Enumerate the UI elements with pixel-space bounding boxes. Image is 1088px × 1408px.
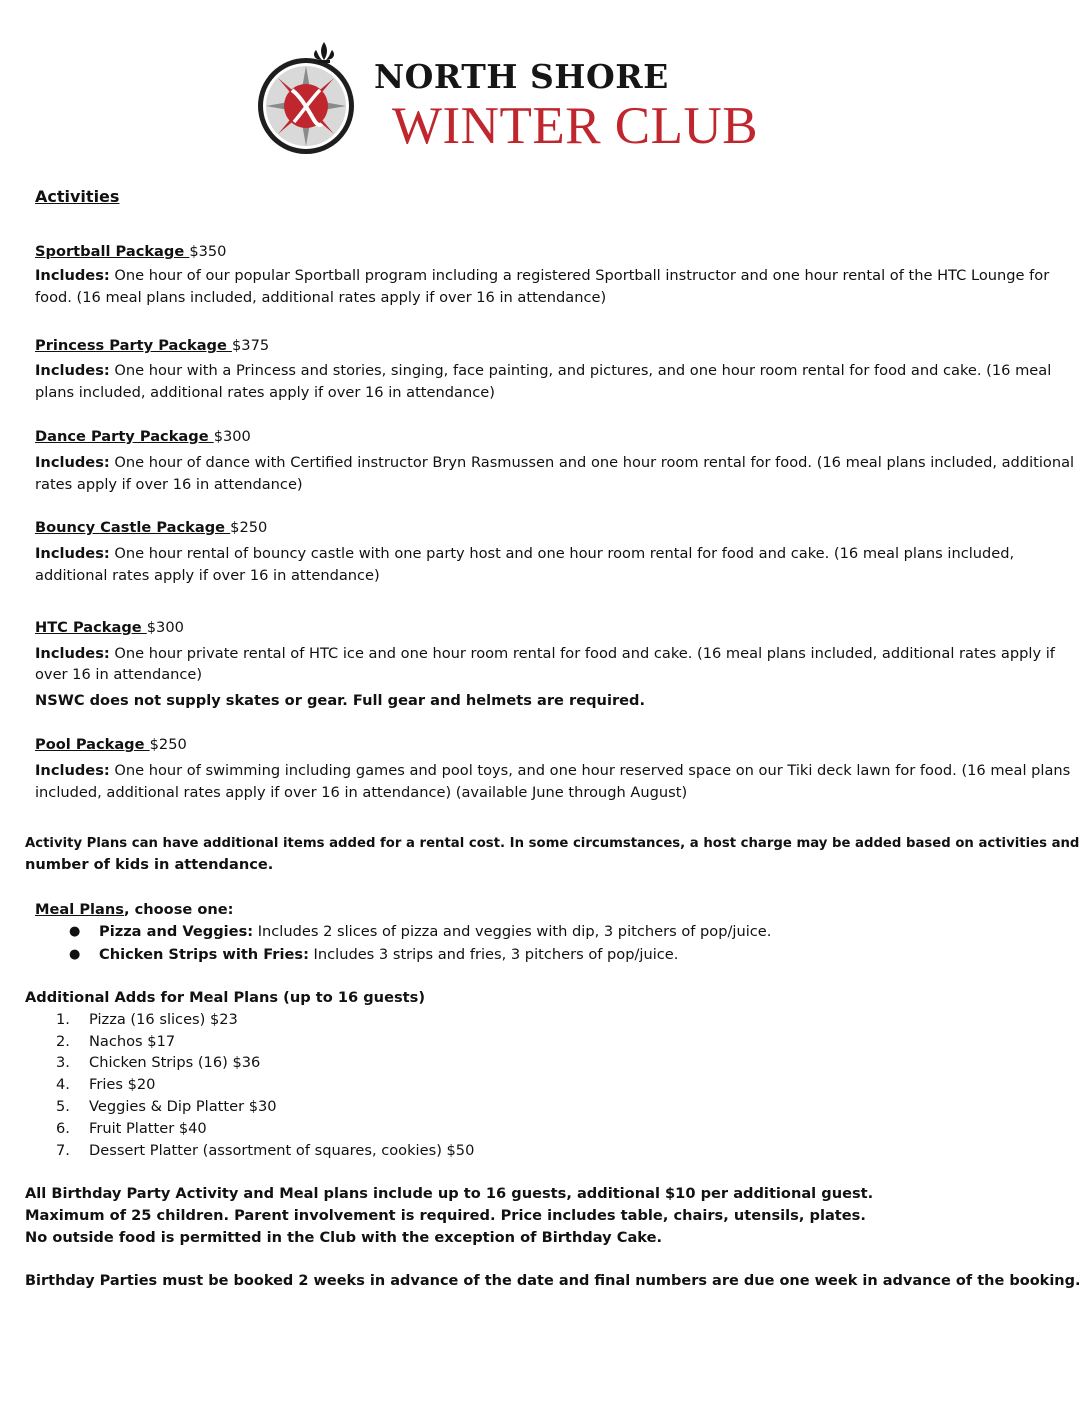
package-price: $250: [149, 736, 187, 753]
description-line: One hour rental of bouncy castle with one party host and one hour room rental for food and cake. (16 meal plans included,: [109, 545, 1015, 562]
meal-option-name: Pizza and Veggies:: [99, 923, 254, 940]
package-name: Bouncy Castle Package: [35, 519, 231, 536]
description-line: food. (16 meal plans included, additional rates apply if over 16 in attendance): [35, 289, 607, 306]
description-line: plans included, additional rates apply if over 16 in attendance): [35, 384, 495, 401]
bullet-icon: ●: [69, 947, 81, 962]
activity-note-line: Activity Plans can have additional items added for a rental cost. In some circumstances, a host charge may be added based on activities and: [25, 836, 1080, 851]
includes-label: Includes:: [35, 454, 110, 471]
package-htc: [35, 617, 184, 639]
description-line: One hour of swimming including games and pool toys, and one hour reserved space on our Tiki deck lawn for food. (16 meal plans: [109, 762, 1071, 779]
compass-emblem-icon: [256, 40, 368, 160]
description-line: One hour with a Princess and stories, singing, face painting, and pictures, and one hour room rental for food and cake. (16 meal: [109, 362, 1052, 379]
package-name: Dance Party Package: [35, 428, 214, 445]
description-line: included, additional rates apply if over 16 in attendance) (available June through August): [35, 784, 688, 801]
includes-label: Includes:: [35, 645, 110, 662]
package-description: [35, 360, 1051, 382]
logo-line1: NORTH SHORE: [374, 57, 669, 96]
meal-option-desc: Includes 3 strips and fries, 3 pitchers of pop/juice.: [308, 946, 679, 963]
htc-gear-note: NSWC does not supply skates or gear. Full gear and helmets are required.: [35, 692, 646, 709]
package-name: HTC Package: [35, 619, 147, 636]
package-description: [35, 760, 1070, 782]
package-pool: [35, 734, 187, 756]
add-item: Dessert Platter (assortment of squares, cookies) $50: [89, 1142, 475, 1159]
add-item: Fruit Platter $40: [89, 1120, 207, 1137]
package-princess: [35, 335, 269, 357]
description-line: One hour of dance with Certified instructor Bryn Rasmussen and one hour room rental for food. (16 meal plans included, additional: [109, 454, 1075, 471]
meal-option-desc: Includes 2 slices of pizza and veggies with dip, 3 pitchers of pop/juice.: [253, 923, 772, 940]
package-price: $300: [146, 619, 184, 636]
package-name: Pool Package: [35, 736, 150, 753]
add-item: Pizza (16 slices) $23: [89, 1011, 238, 1028]
description-line: rates apply if over 16 in attendance): [35, 476, 303, 493]
add-item-number: 7.: [56, 1142, 70, 1159]
package-description: [35, 265, 1049, 287]
activity-note-line: number of kids in attendance.: [25, 856, 274, 873]
bullet-icon: ●: [69, 924, 81, 939]
add-item: Chicken Strips (16) $36: [89, 1054, 261, 1071]
footer-line: No outside food is permitted in the Club with the exception of Birthday Cake.: [25, 1229, 663, 1246]
package-price: $250: [230, 519, 268, 536]
description-line: One hour of our popular Sportball program including a registered Sportball instructor and one hour rental of the HTC Lounge for: [109, 267, 1050, 284]
add-item-number: 6.: [56, 1120, 70, 1137]
footer-line: All Birthday Party Activity and Meal plans include up to 16 guests, additional $10 per additional guest.: [25, 1185, 874, 1202]
booking-note: Birthday Parties must be booked 2 weeks in advance of the date and final numbers are due one week in advance of the booking.: [25, 1273, 1081, 1289]
logo-line2: WINTER CLUB: [392, 97, 759, 155]
add-item-number: 5.: [56, 1098, 70, 1115]
includes-label: Includes:: [35, 267, 110, 284]
package-name: Sportball Package: [35, 243, 190, 260]
add-item: Fries $20: [89, 1076, 156, 1093]
includes-label: Includes:: [35, 762, 110, 779]
add-item: Veggies & Dip Platter $30: [89, 1098, 277, 1115]
activities-heading: Activities: [35, 187, 120, 206]
add-item-number: 4.: [56, 1076, 70, 1093]
description-line: over 16 in attendance): [35, 666, 203, 683]
meal-option-name: Chicken Strips with Fries:: [99, 946, 309, 963]
add-item-number: 1.: [56, 1011, 70, 1028]
meal-plans-suffix: , choose one:: [123, 901, 234, 918]
package-name: Princess Party Package: [35, 337, 232, 354]
meal-option: [99, 921, 771, 943]
package-description: [35, 452, 1074, 474]
includes-label: Includes:: [35, 545, 110, 562]
additional-adds-heading: Additional Adds for Meal Plans (up to 16 guests): [25, 989, 425, 1006]
package-sportball: [35, 241, 226, 263]
add-item-number: 2.: [56, 1033, 70, 1050]
meal-plans-heading: [35, 899, 234, 921]
package-description: [35, 543, 1014, 565]
package-bouncy-castle: [35, 517, 267, 539]
includes-label: Includes:: [35, 362, 110, 379]
footer-line: Maximum of 25 children. Parent involvement is required. Price includes table, chairs, utensils, plates.: [25, 1207, 866, 1224]
package-price: $350: [189, 243, 227, 260]
package-description: [35, 643, 1055, 665]
meal-option: [99, 944, 678, 966]
package-price: $375: [232, 337, 270, 354]
meal-plans-label: Meal Plans: [35, 901, 124, 918]
package-dance: [35, 426, 251, 448]
description-line: additional rates apply if over 16 in attendance): [35, 567, 380, 584]
package-price: $300: [213, 428, 251, 445]
add-item-number: 3.: [56, 1054, 70, 1071]
add-item: Nachos $17: [89, 1033, 176, 1050]
club-logo: [256, 40, 816, 160]
description-line: One hour private rental of HTC ice and one hour room rental for food and cake. (16 meal plans included, additional rates apply if: [109, 645, 1055, 662]
